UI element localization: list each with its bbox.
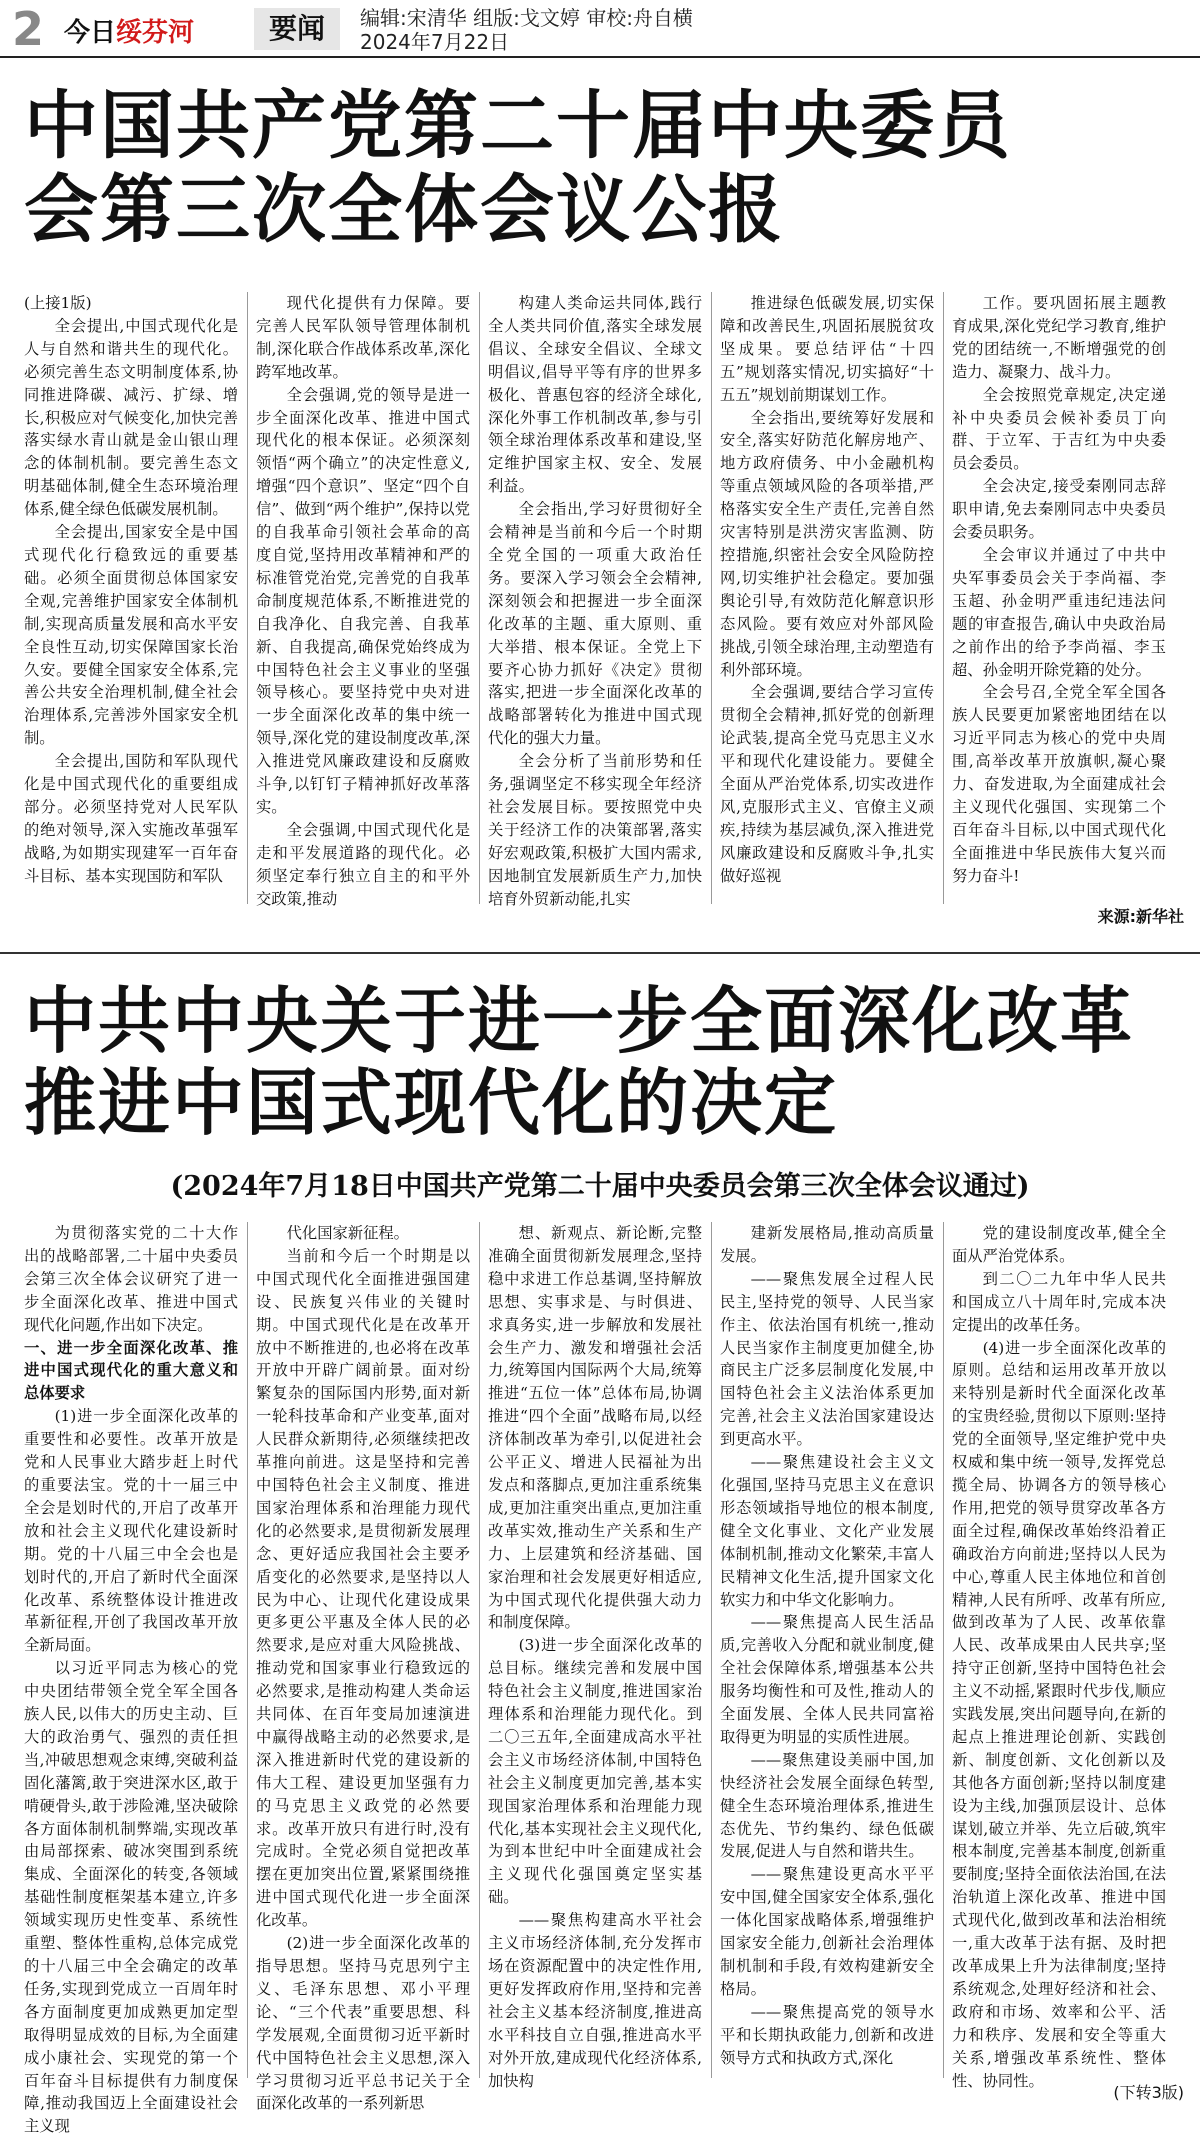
column-separator: [247, 292, 248, 904]
paragraph: ——聚焦建设社会主义文化强国,坚持马克思主义在意识形态领域指导地位的根本制度,健全文化事业、文化产业发展体制机制,推动文化繁荣,丰富人民精神文化生活,提升国家文化软实力和中华文化影响力。: [720, 1453, 934, 1609]
paragraph: 为贯彻落实党的二十大作出的战略部署,二十届中央委员会第三次全体会议研究了进一步全面深化改革、推进中国式现代化问题,作出如下决定。: [24, 1224, 238, 1334]
article-divider: [0, 952, 1200, 954]
article2-column: [952, 1222, 1166, 2090]
column-separator: [479, 292, 480, 904]
article1-column: [720, 292, 934, 904]
paragraph: ——聚焦提高党的领导水平和长期执政能力,创新和改进领导方式和执政方式,深化: [720, 2002, 934, 2067]
article2-column: [256, 1222, 470, 2113]
paragraph: (3)进一步全面深化改革的总目标。继续完善和发展中国特色社会主义制度,推进国家治理体系和治理能力现代化。到二〇三五年,全面建成高水平社会主义市场经济体制,中国特色社会主义制度更加完善,基本实现国家治理体系和治理能力现代化,基本实现社会主义现代化,为到本世纪中叶全面建成社会主义现代化强国奠定坚实基础。: [488, 1636, 702, 1907]
paragraph: 全会决定,接受秦刚同志辞职申请,免去秦刚同志中央委员会委员职务。: [952, 477, 1166, 542]
paragraph: 全会强调,中国式现代化是走和平发展道路的现代化。必须坚定奉行独立自主的和平外交政策,推动: [256, 820, 470, 908]
paragraph: 全会强调,党的领导是进一步全面深化改革、推进中国式现代化的根本保证。必须深刻领悟“两个确立”的决定性意义,增强“四个意识”、坚定“四个自信”、做到“两个维护”,保持以党的自我革命引领社会革命的高度自觉,坚持用改革精神和严的标准管党治党,完善党的自我革命制度规范体系,不断推进党的自我净化、自我完善、自我革新、自我提高,确保党始终成为中国特色社会主义事业的坚强领导核心。要坚持党中央对进一步全面深化改革的集中统一领导,深化党的建设制度改革,深入推进党风廉政建设和反腐败斗争,以钉钉子精神抓好改革落实。: [256, 385, 470, 816]
paragraph: 全会按照党章规定,决定递补中央委员会候补委员丁向群、于立军、于吉红为中央委员会委员。: [952, 385, 1166, 473]
paragraph: ——聚焦提高人民生活品质,完善收入分配和就业制度,健全社会保障体系,增强基本公共服务均衡性和可及性,推动人的全面发展、全体人民共同富裕取得更为明显的实质性进展。: [720, 1613, 934, 1746]
column-separator: [943, 292, 944, 904]
paragraph: 以习近平同志为核心的党中央团结带领全党全军全国各族人民,以伟大的历史主动、巨大的政治勇气、强烈的责任担当,冲破思想观念束缚,突破利益固化藩篱,敢于突进深水区,敢于啃硬骨头,敢于涉险滩,坚决破除各方面体制机制弊端,实现改革由局部探索、破冰突围到系统集成、全面深化的转变,各领域基础性制度框架基本建立,许多领域实现历史性变革、系统性重塑、整体性重构,总体完成党的十八届三中全会确定的改革任务,实现到党成立一百周年时各方面制度更加成熟更加定型取得明显成效的目标,为全面建成小康社会、实现党的第一个百年奋斗目标提供有力制度保障,推动我国迈上全面建设社会主义现: [24, 1659, 238, 2136]
paragraph: 现代化提供有力保障。要完善人民军队领导管理体制机制,深化联合作战体系改革,深化跨军地改革。: [256, 294, 470, 381]
page-number: 2: [12, 2, 45, 56]
article1-source: 来源:新华社: [1097, 907, 1184, 926]
paragraph: 党的建设制度改革,健全全面从严治党体系。: [952, 1224, 1166, 1265]
article2-subtitle: (2024年7月18日中国共产党第二十届中央委员会第三次全体会议通过): [170, 1171, 1030, 1202]
paragraph: 全会号召,全党全军全国各族人民要更加紧密地团结在以习近平同志为核心的党中央周围,高举改革开放旗帜,凝心聚力、奋发进取,为全面建成社会主义现代化强国、实现第二个百年奋斗目标,以中国式现代化全面推进中华民族伟大复兴而努力奋斗!: [952, 683, 1166, 885]
paragraph: ——聚焦建设美丽中国,加快经济社会发展全面绿色转型,健全生态环境治理体系,推进生态优先、节约集约、绿色低碳发展,促进人与自然和谐共生。: [720, 1750, 934, 1861]
paragraph: 构建人类命运共同体,践行全人类共同价值,落实全球发展倡议、全球安全倡议、全球文明倡议,倡导平等有序的世界多极化、普惠包容的经济全球化,深化外事工作机制改革,参与引领全球治理体系改革和建设,坚定维护国家主权、安全、发展利益。: [488, 294, 702, 496]
paragraph: ——聚焦构建高水平社会主义市场经济体制,充分发挥市场在资源配置中的决定性作用,更好发挥政府作用,坚持和完善社会主义基本经济制度,推进高水平科技自立自强,推进高水平对外开放,建成现代化经济体系,加快构: [488, 1911, 702, 2090]
column-separator: [247, 1222, 248, 2078]
article2-continued: (下转3版): [1113, 2083, 1184, 2102]
paragraph: ——聚焦建设更高水平平安中国,健全国家安全体系,强化一体化国家战略体系,增强维护国家安全能力,创新社会治理体制机制和手段,有效构建新安全格局。: [720, 1865, 934, 1998]
article1-headline-line1: 中国共产党第二十届中央委员: [24, 83, 1012, 169]
paper-name-a: 今日: [64, 18, 117, 48]
article2-column: [488, 1222, 702, 2090]
column-separator: [711, 292, 712, 904]
paragraph: 推进绿色低碳发展,切实保障和改善民生,巩固拓展脱贫攻坚成果。要总结评估“十四五”规划落实情况,切实搞好“十五五”规划前期谋划工作。: [720, 294, 934, 404]
article2-headline-line1: 中共中央关于进一步全面深化改革: [24, 979, 1135, 1063]
paragraph: ——聚焦发展全过程人民民主,坚持党的领导、人民当家作主、依法治国有机统一,推动人民当家作主制度更加健全,协商民主广泛多层制度化发展,中国特色社会主义法治体系更加完善,社会主义法治国家建设达到更高水平。: [720, 1269, 934, 1449]
section-tag: 要闻: [254, 8, 340, 50]
paper-name: [64, 12, 194, 49]
paragraph: (2)进一步全面深化改革的指导思想。坚持马克思列宁主义、毛泽东思想、邓小平理论、“三个代表”重要思想、科学发展观,全面贯彻习近平新时代中国特色社会主义思想,深入学习贯彻习近平总书记关于全面深化改革的一系列新思: [256, 1934, 470, 2113]
paragraph: 建新发展格局,推动高质量发展。: [720, 1224, 934, 1265]
paragraph: 到二〇二九年中华人民共和国成立八十周年时,完成本决定提出的改革任务。: [952, 1269, 1166, 1334]
paragraph: (4)进一步全面深化改革的原则。总结和运用改革开放以来特别是新时代全面深化改革的宝贵经验,贯彻以下原则:坚持党的全面领导,坚定维护党中央权威和集中统一领导,发挥党总揽全局、协调各方的领导核心作用,把党的领导贯穿改革各方面全过程,确保改革始终沿着正确政治方向前进;坚持以人民为中心,尊重人民主体地位和首创精神,人民有所呼、改革有所应,做到改革为了人民、改革依靠人民、改革成果由人民共享;坚持守正创新,坚持中国特色社会主义不动摇,紧跟时代步伐,顺应实践发展,突出问题导向,在新的起点上推进理论创新、实践创新、制度创新、文化创新以及其他各方面创新;坚持以制度建设为主线,加强顶层设计、总体谋划,破立并举、先立后破,筑牢根本制度,完善基本制度,创新重要制度;坚持全面依法治国,在法治轨道上深化改革、推进中国式现代化,做到改革和法治相统一,重大改革于法有据、及时把改革成果上升为法律制度;坚持系统观念,处理好经济和社会、政府和市场、效率和公平、活力和秩序、发展和安全等重大关系,增强改革系统性、整体性、协同性。: [952, 1338, 1166, 2090]
article1-column: [24, 292, 238, 904]
column-separator: [711, 1222, 712, 2078]
article2-column: [24, 1222, 238, 2136]
masthead: [0, 0, 1200, 58]
paragraph: (1)进一步全面深化改革的重要性和必要性。改革开放是党和人民事业大踏步赶上时代的重要法宝。党的十一届三中全会是划时代的,开启了改革开放和社会主义现代化建设新时期。党的十八届三中全会也是划时代的,开启了新时代全面深化改革、系统整体设计推进改革新征程,开创了我国改革开放全新局面。: [24, 1407, 238, 1655]
editor-credits: 编辑:宋清华 组版:戈文婷 审校:舟自横: [360, 6, 693, 30]
editor-info: [360, 6, 693, 54]
paragraph: 工作。要巩固拓展主题教育成果,深化党纪学习教育,维护党的团结统一,不断增强党的创造力、凝聚力、战斗力。: [952, 294, 1166, 381]
article2-column: [720, 1222, 934, 2078]
paper-name-b: 绥芬河: [116, 18, 195, 48]
paragraph: 代化国家新征程。: [286, 1224, 409, 1242]
paragraph: 全会指出,学习好贯彻好全会精神是当前和今后一个时期全党全国的一项重大政治任务。要深入学习领会全会精神,深刻领会和把握进一步全面深化改革的主题、重大原则、重大举措、根本保证。全党上下要齐心协力抓好《决定》贯彻落实,把进一步全面深化改革的战略部署转化为推进中国式现代化的强大力量。: [488, 500, 702, 748]
paragraph: 全会分析了当前形势和任务,强调坚定不移实现全年经济社会发展目标。要按照党中央关于经济工作的决策部署,落实好宏观政策,积极扩大国内需求,因地制宜发展新质生产力,加快培育外贸新动能,扎实: [488, 752, 702, 908]
column-separator: [943, 1222, 944, 2078]
column-separator: [479, 1222, 480, 2078]
article1-headline-line2: 会第三次全体会议公报: [24, 167, 784, 253]
article1-column: [488, 292, 702, 908]
paragraph: 全会审议并通过了中共中央军事委员会关于李尚福、李玉超、孙金明严重违纪违法问题的审查报告,确认中央政治局之前作出的给予李尚福、李玉超、孙金明开除党籍的处分。: [952, 545, 1166, 679]
paragraph: 全会提出,国家安全是中国式现代化行稳致远的重要基础。必须全面贯彻总体国家安全观,完善维护国家安全体制机制,实现高质量发展和高水平安全良性互动,切实保障国家长治久安。要健全国家安全体系,完善公共安全治理机制,健全社会治理体系,完善涉外国家安全机制。: [24, 523, 238, 748]
paragraph: 全会提出,中国式现代化是人与自然和谐共生的现代化。必须完善生态文明制度体系,协同推进降碳、减污、扩绿、增长,积极应对气候变化,加快完善落实绿水青山就是金山银山理念的体制机制。要完善生态文明基础体制,健全生态环境治理体系,健全绿色低碳发展机制。: [24, 316, 238, 519]
issue-date: 2024年7月22日: [360, 30, 510, 54]
paragraph: 一、进一步全面深化改革、推进中国式现代化的重大意义和总体要求: [24, 1338, 238, 1403]
paragraph: 当前和今后一个时期是以中国式现代化全面推进强国建设、民族复兴伟业的关键时期。中国式现代化是在改革开放中不断推进的,也必将在改革开放中开辟广阔前景。面对纷繁复杂的国际国内形势,面对新一轮科技革命和产业变革,面对人民群众新期待,必须继续把改革推向前进。这是坚持和完善中国特色社会主义制度、推进国家治理体系和治理能力现代化的必然要求,是贯彻新发展理念、更好适应我国社会主要矛盾变化的必然要求,是坚持以人民为中心、让现代化建设成果更多更公平惠及全体人民的必然要求,是应对重大风险挑战、推动党和国家事业行稳致远的必然要求,是推动构建人类命运共同体、在百年变局加速演进中赢得战略主动的必然要求,是深入推进新时代党的建设新的伟大工程、建设更加坚强有力的马克思主义政党的必然要求。改革开放只有进行时,没有完成时。全党必须自觉把改革摆在更加突出位置,紧紧围绕推进中国式现代化进一步全面深化改革。: [256, 1246, 470, 1930]
article2-headline-line2: 推进中国式现代化的决定: [24, 1061, 839, 1145]
article2-headline: [24, 980, 1184, 1144]
article1-column: [256, 292, 470, 908]
paragraph: 想、新观点、新论断,完整准确全面贯彻新发展理念,坚持稳中求进工作总基调,坚持解放思想、实事求是、与时俱进、求真务实,进一步解放和发展社会生产力、激发和增强社会活力,统筹国内国际两个大局,统筹推进“五位一体”总体布局,协调推进“四个全面”战略布局,以经济体制改革为牵引,以促进社会公平正义、增进人民福祉为出发点和落脚点,更加注重系统集成,更加注重突出重点,更加注重改革实效,推动生产关系和生产力、上层建筑和经济基础、国家治理和社会发展更好相适应,为中国式现代化提供强大动力和制度保障。: [488, 1224, 702, 1632]
article1-column: [952, 292, 1166, 904]
paragraph: (上接1版): [24, 294, 92, 312]
article1-headline: [24, 84, 1184, 252]
paragraph: 全会提出,国防和军队现代化是中国式现代化的重要组成部分。必须坚持党对人民军队的绝对领导,深入实施改革强军战略,为如期实现建军一百年奋斗目标、基本实现国防和军队: [24, 752, 238, 885]
paragraph: 全会强调,要结合学习宣传贯彻全会精神,抓好党的创新理论武装,提高全党马克思主义水平和现代化建设能力。要健全全面从严治党体系,切实改进作风,克服形式主义、官僚主义顽疾,持续为基层减负,深入推进党风廉政建设和反腐败斗争,扎实做好巡视: [720, 683, 934, 885]
paragraph: 全会指出,要统筹好发展和安全,落实好防范化解房地产、地方政府债务、中小金融机构等重点领域风险的各项举措,严格落实安全生产责任,完善自然灾害特别是洪涝灾害监测、防控措施,织密社会安全风险防控网,切实维护社会稳定。要加强舆论引导,有效防范化解意识形态风险。要有效应对外部风险挑战,引领全球治理,主动塑造有利外部环境。: [720, 408, 934, 679]
